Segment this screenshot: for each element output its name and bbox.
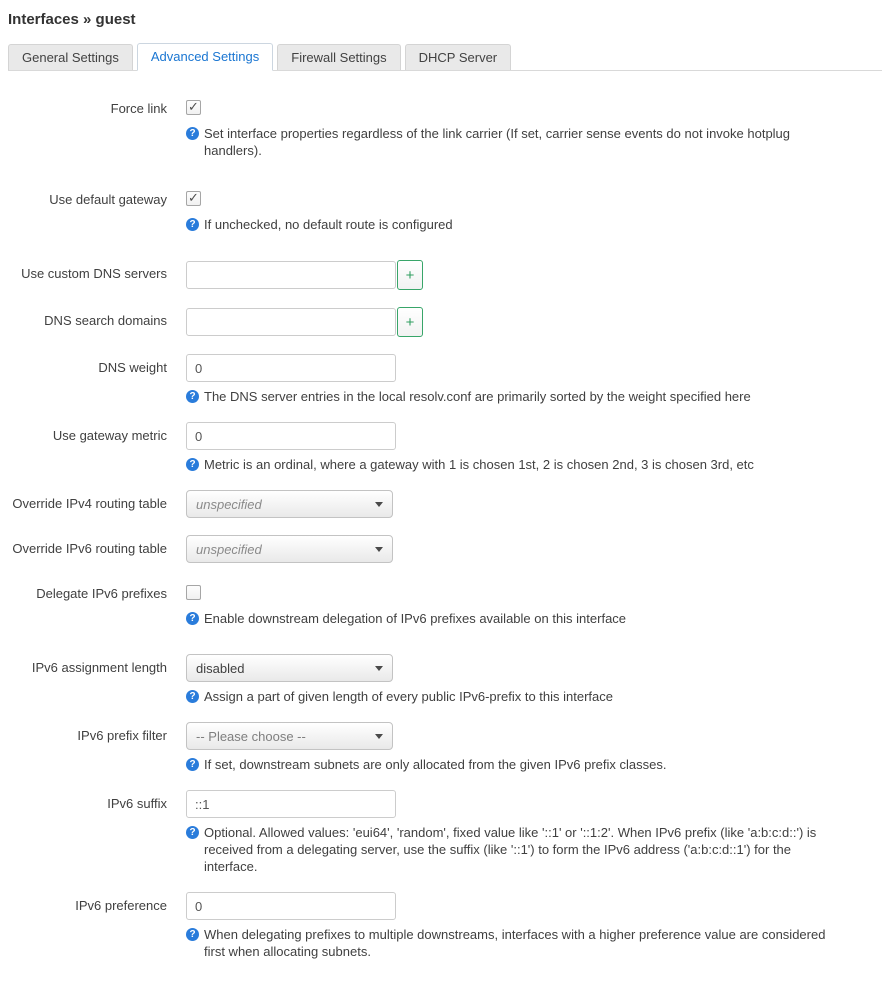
form-row-delegate-ipv6-prefixes [8,580,883,627]
help-icon: ? [186,826,199,839]
form-row-dns-search-domains [8,307,883,337]
field-label-ipv6-assignment-length: IPv6 assignment length [31,660,167,675]
form-row-override-ipv6-routing-table [8,535,883,563]
control-line [186,354,875,382]
field-help-ipv6-assignment-length [186,688,846,705]
control-line [186,790,875,818]
help-text: If set, downstream subnets are only allocated from the given IPv6 prefix classes. [204,757,667,772]
form-row-use-custom-dns-servers [8,260,883,290]
form-row-ipv6-prefix-filter [8,722,883,773]
help-text: When delegating prefixes to multiple downstreams, interfaces with a higher preference value are considered first when allocating subnets. [204,927,826,959]
field-use-gateway-metric [186,422,883,473]
field-help-ipv6-suffix [186,824,846,875]
field-help-use-default-gateway [186,216,846,233]
control-line [186,260,875,290]
ipv6-assignment-length-select[interactable] [186,654,393,682]
form-row-ipv6-preference [8,892,883,960]
tab-advanced-settings[interactable]: Advanced Settings [137,43,273,71]
field-label-override-ipv4-routing-table: Override IPv4 routing table [12,496,167,511]
field-override-ipv6-routing-table [186,535,883,563]
selected-value: unspecified [196,541,262,557]
help-text: The DNS server entries in the local resolv.conf are primarily sorted by the weight specified here [204,389,751,404]
help-icon: ? [186,218,199,231]
dropdown-caret-icon [375,502,383,507]
checkmark-icon: ✓ [188,99,199,114]
field-ipv6-assignment-length [186,654,883,705]
advanced-settings-form [8,95,883,960]
help-text: Assign a part of given length of every public IPv6-prefix to this interface [204,689,613,704]
checkmark-icon: ✓ [188,190,199,205]
field-use-default-gateway [186,186,883,233]
help-icon: ? [186,612,199,625]
override-ipv6-routing-table-select[interactable] [186,535,393,563]
form-row-force-link [8,95,883,159]
field-dns-search-domains [186,307,883,337]
use-gateway-metric-input[interactable] [186,422,396,450]
dropdown-caret-icon [375,547,383,552]
form-row-use-default-gateway [8,186,883,233]
help-icon: ? [186,458,199,471]
field-label-ipv6-preference: IPv6 preference [75,898,167,913]
ipv6-suffix-input[interactable] [186,790,396,818]
control-line [186,490,875,518]
field-help-ipv6-preference [186,926,846,960]
selected-value: -- Please choose -- [196,728,306,744]
settings-tab-bar [8,43,882,71]
control-line [186,422,875,450]
dns-weight-input[interactable] [186,354,396,382]
help-text: Enable downstream delegation of IPv6 prefixes available on this interface [204,611,627,626]
help-icon: ? [186,127,199,140]
field-dns-weight [186,354,883,405]
delegate-ipv6-prefixes-checkbox[interactable] [186,585,201,600]
control-line [186,535,875,563]
help-icon: ? [186,690,199,703]
field-ipv6-preference [186,892,883,960]
field-ipv6-suffix [186,790,883,875]
dropdown-caret-icon [375,666,383,671]
field-delegate-ipv6-prefixes [186,580,883,627]
field-label-override-ipv6-routing-table: Override IPv6 routing table [12,541,167,556]
force-link-checkbox[interactable] [186,100,201,115]
form-row-ipv6-suffix [8,790,883,875]
form-row-override-ipv4-routing-table [8,490,883,518]
ipv6-preference-input[interactable] [186,892,396,920]
field-help-ipv6-prefix-filter [186,756,846,773]
help-text: Set interface properties regardless of the link carrier (If set, carrier sense events do not invoke hotplug handlers). [204,126,791,158]
dropdown-caret-icon [375,734,383,739]
control-line [186,892,875,920]
selected-value: unspecified [196,496,262,512]
use-default-gateway-checkbox[interactable] [186,191,201,206]
field-help-delegate-ipv6-prefixes [186,610,846,627]
field-label-use-gateway-metric: Use gateway metric [52,428,167,443]
control-line [186,186,875,206]
field-help-force-link [186,125,846,159]
control-line [186,95,875,115]
form-row-use-gateway-metric [8,422,883,473]
add-entry-button[interactable]: + [397,260,423,290]
form-row-dns-weight [8,354,883,405]
tab-general-settings[interactable]: General Settings [8,44,133,70]
field-help-dns-weight [186,388,846,405]
dns-search-domains-input[interactable] [186,308,396,336]
help-text: Metric is an ordinal, where a gateway with 1 is chosen 1st, 2 is chosen 2nd, 3 is chosen 3rd, etc [204,457,754,472]
field-label-delegate-ipv6-prefixes: Delegate IPv6 prefixes [36,586,167,601]
control-line [186,580,875,600]
page-title: Interfaces » guest [8,11,136,28]
field-label-ipv6-suffix: IPv6 suffix [107,796,167,811]
field-label-force-link: Force link [110,101,167,116]
help-icon: ? [186,758,199,771]
field-force-link [186,95,883,159]
control-line [186,722,875,750]
field-label-dns-search-domains: DNS search domains [44,313,167,328]
selected-value: disabled [196,660,245,676]
control-line [186,307,875,337]
use-custom-dns-servers-input[interactable] [186,261,396,289]
field-override-ipv4-routing-table [186,490,883,518]
help-icon: ? [186,928,199,941]
field-label-ipv6-prefix-filter: IPv6 prefix filter [77,728,167,743]
field-ipv6-prefix-filter [186,722,883,773]
control-line [186,654,875,682]
field-label-use-default-gateway: Use default gateway [49,192,167,207]
ipv6-prefix-filter-select[interactable] [186,722,393,750]
field-label-use-custom-dns-servers: Use custom DNS servers [21,266,167,281]
add-entry-button[interactable]: + [397,307,423,337]
field-use-custom-dns-servers [186,260,883,290]
field-help-use-gateway-metric [186,456,846,473]
tab-firewall-settings[interactable]: Firewall Settings [277,44,400,70]
tab-dhcp-server[interactable]: DHCP Server [405,44,512,70]
help-text: Optional. Allowed values: 'eui64', 'random', fixed value like '::1' or '::1:2'. When IPv6 prefix (like 'a:b:c:d::') is received from a delegating server, use the suffix (like '::1') to form the IPv6 address ('a:b:c:d::1') for the interface. [204,825,817,874]
form-row-ipv6-assignment-length [8,654,883,705]
help-icon: ? [186,390,199,403]
help-text: If unchecked, no default route is configured [204,217,453,232]
field-label-dns-weight: DNS weight [98,360,167,375]
override-ipv4-routing-table-select[interactable] [186,490,393,518]
